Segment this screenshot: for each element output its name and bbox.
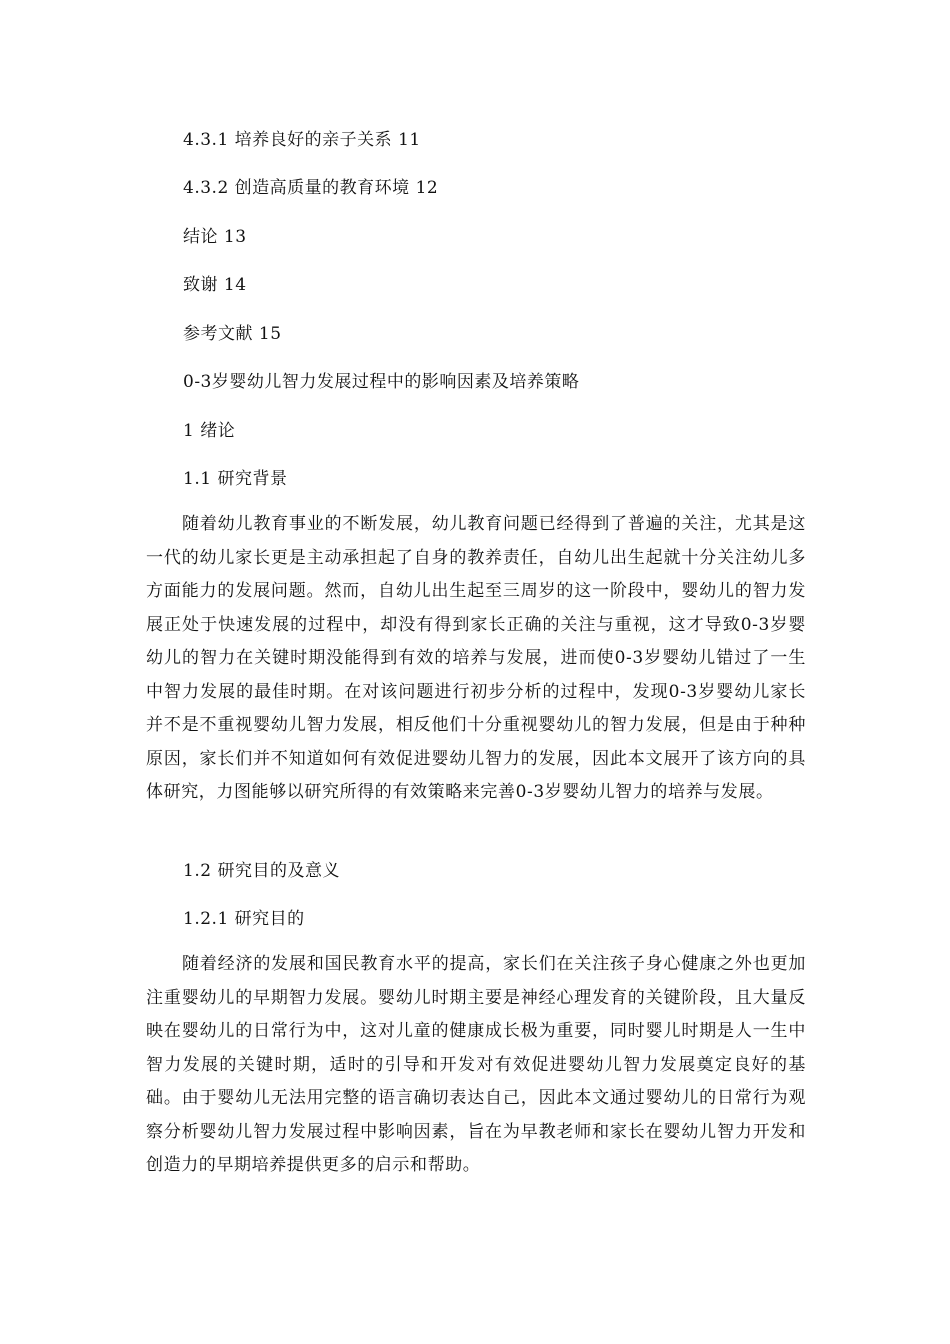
section-heading-1-2: 1.2 研究目的及意义	[183, 861, 340, 881]
toc-item-conclusion: 结论 13	[183, 227, 247, 247]
paragraph-research-background: 随着幼儿教育事业的不断发展，幼儿教育问题已经得到了普遍的关注，尤其是这一代的幼儿家长更是主动承担起了自身的教养责任，自幼儿出生起就十分关注幼儿多方面能力的发展问题。然而，自幼儿出生起至三周岁的这一阶段中，婴幼儿的智力发展正处于快速发展的过程中，却没有得到家长正确的关注与重视，这才导致0-3岁婴幼儿的智力在关键时期没能得到有效的培养与发展，进而使0-3岁婴幼儿错过了一生中智力发展的最佳时期。在对该问题进行初步分析的过程中，发现0-3岁婴幼儿家长并不是不重视婴幼儿智力发展，相反他们十分重视婴幼儿的智力发展，但是由于种种原因，家长们并不知道如何有效促进婴幼儿智力的发展，因此本文展开了该方向的具体研究，力图能够以研究所得的有效策略来完善0-3岁婴幼儿智力的培养与发展。	[146, 514, 806, 802]
document-title: 0-3岁婴幼儿智力发展过程中的影响因素及培养策略	[183, 372, 580, 392]
section-heading-1: 1 绪论	[183, 421, 236, 441]
section-heading-1-2-1: 1.2.1 研究目的	[183, 909, 305, 929]
toc-item-thanks: 致谢 14	[183, 275, 247, 295]
paragraph-research-purpose: 随着经济的发展和国民教育水平的提高，家长们在关注孩子身心健康之外也更加注重婴幼儿的早期智力发展。婴幼儿时期主要是神经心理发育的关键阶段，且大量反映在婴幼儿的日常行为中，这对儿童的健康成长极为重要，同时婴儿时期是人一生中智力发展的关键时期，适时的引导和开发对有效促进婴幼儿智力发展奠定良好的基础。由于婴幼儿无法用完整的语言确切表达自己，因此本文通过婴幼儿的日常行为观察分析婴幼儿智力发展过程中影响因素，旨在为早教老师和家长在婴幼儿智力开发和创造力的早期培养提供更多的启示和帮助。	[146, 954, 806, 1175]
toc-item-references: 参考文献 15	[183, 324, 282, 344]
toc-item-4-3-2: 4.3.2 创造高质量的教育环境 12	[183, 178, 439, 198]
toc-item-4-3-1: 4.3.1 培养良好的亲子关系 11	[183, 130, 421, 150]
section-heading-1-1: 1.1 研究背景	[183, 469, 288, 489]
